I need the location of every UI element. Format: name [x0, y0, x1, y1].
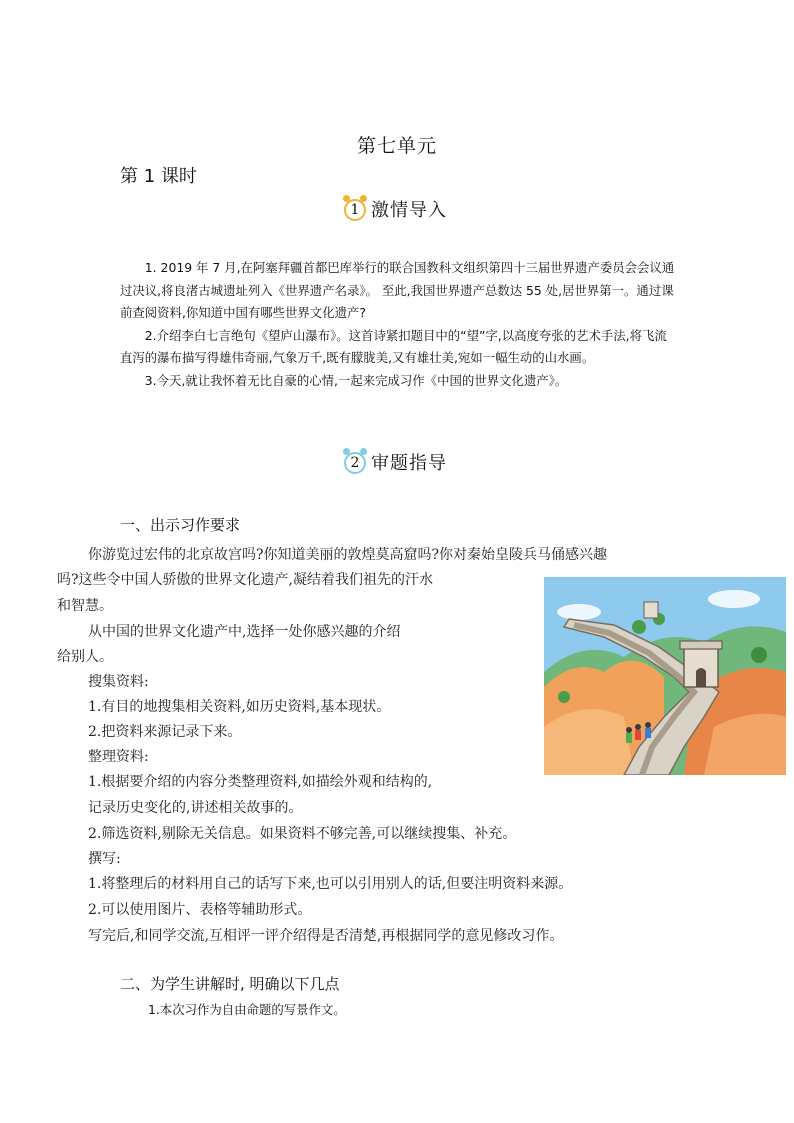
requirement-line: 搜集资料: [88, 674, 149, 690]
requirement-line: 撰写: [88, 851, 121, 867]
badge-number: 2 [344, 452, 366, 474]
unit-title: 第七单元 [356, 135, 437, 157]
section-1-title: 激情导入 [371, 200, 447, 221]
intro-paragraphs [120, 257, 675, 392]
intro-paragraph: 3.今天,就让我怀着无比自豪的心情,一起来完成习作《中国的世界文化遗产》。 [144, 372, 568, 388]
badge-number: 1 [344, 199, 366, 221]
requirement-line: 写完后,和同学交流,互相评一评介绍得是否清楚,再根据同学的意见修改习作。 [88, 928, 564, 944]
number-badge-icon [343, 197, 367, 221]
requirement-line: 2.筛选资料,剔除无关信息。如果资料不够完善,可以继续搜集、补充。 [88, 826, 517, 842]
requirement-line: 1.将整理后的材料用自己的话写下来,也可以引用别人的话,但要注明资料来源。 [88, 876, 573, 892]
great-wall-illustration [544, 577, 786, 775]
part-2-line: 1.本次习作为自由命题的写景作文。 [148, 1002, 346, 1017]
intro-paragraph: 2.介绍李白七言绝句《望庐山瀑布》。这首诗紧扣题目中的“望”字,以高度夸张的艺术手法,将飞流直泻的瀑布描写得雄伟奇丽,气象万千,既有朦胧美,又有雄壮美,宛如一幅生动的山水画。 [120, 327, 667, 365]
intro-paragraph: 1. 2019 年 7 月,在阿塞拜疆首都巴库举行的联合国教科文组织第四十三届世界遗产委员会会议通过决议,将良渚古城遗址列入《世界遗产名录》。 至此,我国世界遗产总数达 55 处,居世界第一。通过课前查阅资料,你知道中国有哪些世界文化遗产? [120, 260, 675, 320]
lesson-title: 第 1 课时 [120, 166, 197, 187]
requirement-line: 给别人。 [57, 649, 113, 665]
section-1-header [343, 196, 447, 222]
section-2-header [343, 449, 447, 475]
requirement-line: 你游览过宏伟的北京故宫吗?你知道美丽的敦煌莫高窟吗?你对秦始皇陵兵马俑感兴趣 [88, 547, 608, 563]
part-2-heading: 二、为学生讲解时, 明确以下几点 [120, 975, 340, 993]
part-1-heading: 一、出示习作要求 [120, 516, 241, 534]
requirement-line: 2.把资料来源记录下来。 [88, 724, 242, 740]
requirement-line: 记录历史变化的,讲述相关故事的。 [88, 800, 303, 816]
requirement-line: 1.根据要介绍的内容分类整理资料,如描绘外观和结构的, [88, 774, 433, 790]
requirement-line: 从中国的世界文化遗产中,选择一处你感兴趣的介绍 [88, 624, 401, 640]
requirement-line: 整理资料: [88, 749, 149, 765]
requirement-line: 1.有目的地搜集相关资料,如历史资料,基本现状。 [88, 699, 391, 715]
number-badge-icon [343, 450, 367, 474]
requirement-line: 2.可以使用图片、表格等辅助形式。 [88, 902, 312, 918]
section-2-title: 审题指导 [371, 453, 447, 474]
requirement-line: 吗?这些令中国人骄傲的世界文化遗产,凝结着我们祖先的汗水 [57, 572, 433, 588]
requirement-line: 和智慧。 [57, 598, 113, 614]
